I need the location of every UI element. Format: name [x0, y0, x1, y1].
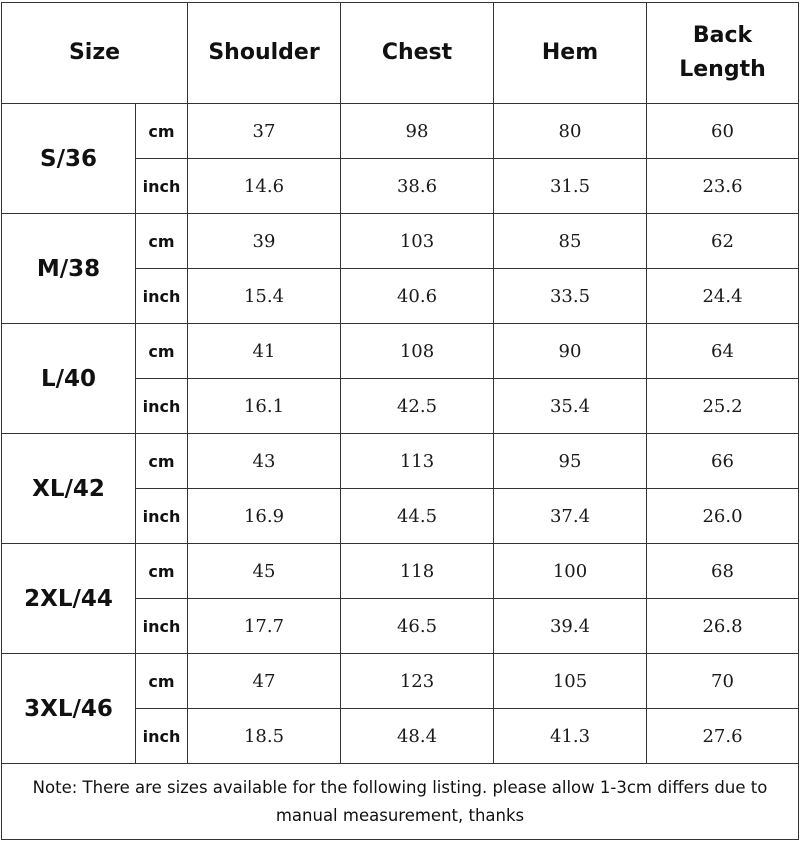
value-back-length: 27.6 — [647, 709, 799, 764]
header-row — [2, 3, 799, 104]
table-row — [2, 104, 799, 159]
value-shoulder: 47 — [188, 654, 341, 709]
value-shoulder: 17.7 — [188, 599, 341, 654]
unit-label: cm — [136, 104, 188, 159]
header-size: Size — [2, 3, 188, 104]
table-row — [2, 654, 799, 709]
value-shoulder: 16.1 — [188, 379, 341, 434]
value-chest: 40.6 — [341, 269, 494, 324]
table-body — [2, 104, 799, 764]
value-chest: 38.6 — [341, 159, 494, 214]
value-shoulder: 15.4 — [188, 269, 341, 324]
value-hem: 85 — [494, 214, 647, 269]
table-row — [2, 214, 799, 269]
value-hem: 95 — [494, 434, 647, 489]
value-chest: 118 — [341, 544, 494, 599]
unit-label: inch — [136, 269, 188, 324]
value-hem: 37.4 — [494, 489, 647, 544]
value-hem: 90 — [494, 324, 647, 379]
value-chest: 103 — [341, 214, 494, 269]
value-chest: 123 — [341, 654, 494, 709]
value-chest: 44.5 — [341, 489, 494, 544]
unit-label: inch — [136, 489, 188, 544]
value-back-length: 24.4 — [647, 269, 799, 324]
note-row — [2, 764, 799, 840]
value-hem: 33.5 — [494, 269, 647, 324]
value-hem: 80 — [494, 104, 647, 159]
value-back-length: 66 — [647, 434, 799, 489]
value-back-length: 23.6 — [647, 159, 799, 214]
value-shoulder: 14.6 — [188, 159, 341, 214]
unit-label: cm — [136, 544, 188, 599]
value-shoulder: 16.9 — [188, 489, 341, 544]
value-shoulder: 43 — [188, 434, 341, 489]
value-back-length: 26.8 — [647, 599, 799, 654]
value-hem: 100 — [494, 544, 647, 599]
value-back-length: 60 — [647, 104, 799, 159]
unit-label: inch — [136, 159, 188, 214]
value-shoulder: 18.5 — [188, 709, 341, 764]
value-hem: 105 — [494, 654, 647, 709]
size-label: M/38 — [2, 214, 136, 324]
value-shoulder: 45 — [188, 544, 341, 599]
value-back-length: 68 — [647, 544, 799, 599]
unit-label: inch — [136, 599, 188, 654]
value-back-length: 26.0 — [647, 489, 799, 544]
table-row — [2, 434, 799, 489]
value-chest: 98 — [341, 104, 494, 159]
value-shoulder: 39 — [188, 214, 341, 269]
value-hem: 35.4 — [494, 379, 647, 434]
header-hem: Hem — [494, 3, 647, 104]
header-back-length: Back Length — [647, 3, 799, 104]
value-chest: 42.5 — [341, 379, 494, 434]
value-shoulder: 37 — [188, 104, 341, 159]
value-back-length: 64 — [647, 324, 799, 379]
size-table — [1, 2, 799, 840]
size-label: L/40 — [2, 324, 136, 434]
value-hem: 31.5 — [494, 159, 647, 214]
header-chest: Chest — [341, 3, 494, 104]
table-row — [2, 544, 799, 599]
value-shoulder: 41 — [188, 324, 341, 379]
note-text: Note: There are sizes available for the following listing. please allow 1-3cm differs due to manual measurement, thanks — [2, 764, 799, 840]
unit-label: inch — [136, 379, 188, 434]
table-row — [2, 324, 799, 379]
value-hem: 39.4 — [494, 599, 647, 654]
value-chest: 46.5 — [341, 599, 494, 654]
unit-label: cm — [136, 654, 188, 709]
unit-label: cm — [136, 214, 188, 269]
size-label: 2XL/44 — [2, 544, 136, 654]
value-chest: 113 — [341, 434, 494, 489]
value-back-length: 62 — [647, 214, 799, 269]
value-back-length: 70 — [647, 654, 799, 709]
size-label: S/36 — [2, 104, 136, 214]
value-chest: 48.4 — [341, 709, 494, 764]
size-label: 3XL/46 — [2, 654, 136, 764]
value-chest: 108 — [341, 324, 494, 379]
value-hem: 41.3 — [494, 709, 647, 764]
unit-label: cm — [136, 324, 188, 379]
unit-label: cm — [136, 434, 188, 489]
header-shoulder: Shoulder — [188, 3, 341, 104]
unit-label: inch — [136, 709, 188, 764]
size-label: XL/42 — [2, 434, 136, 544]
value-back-length: 25.2 — [647, 379, 799, 434]
